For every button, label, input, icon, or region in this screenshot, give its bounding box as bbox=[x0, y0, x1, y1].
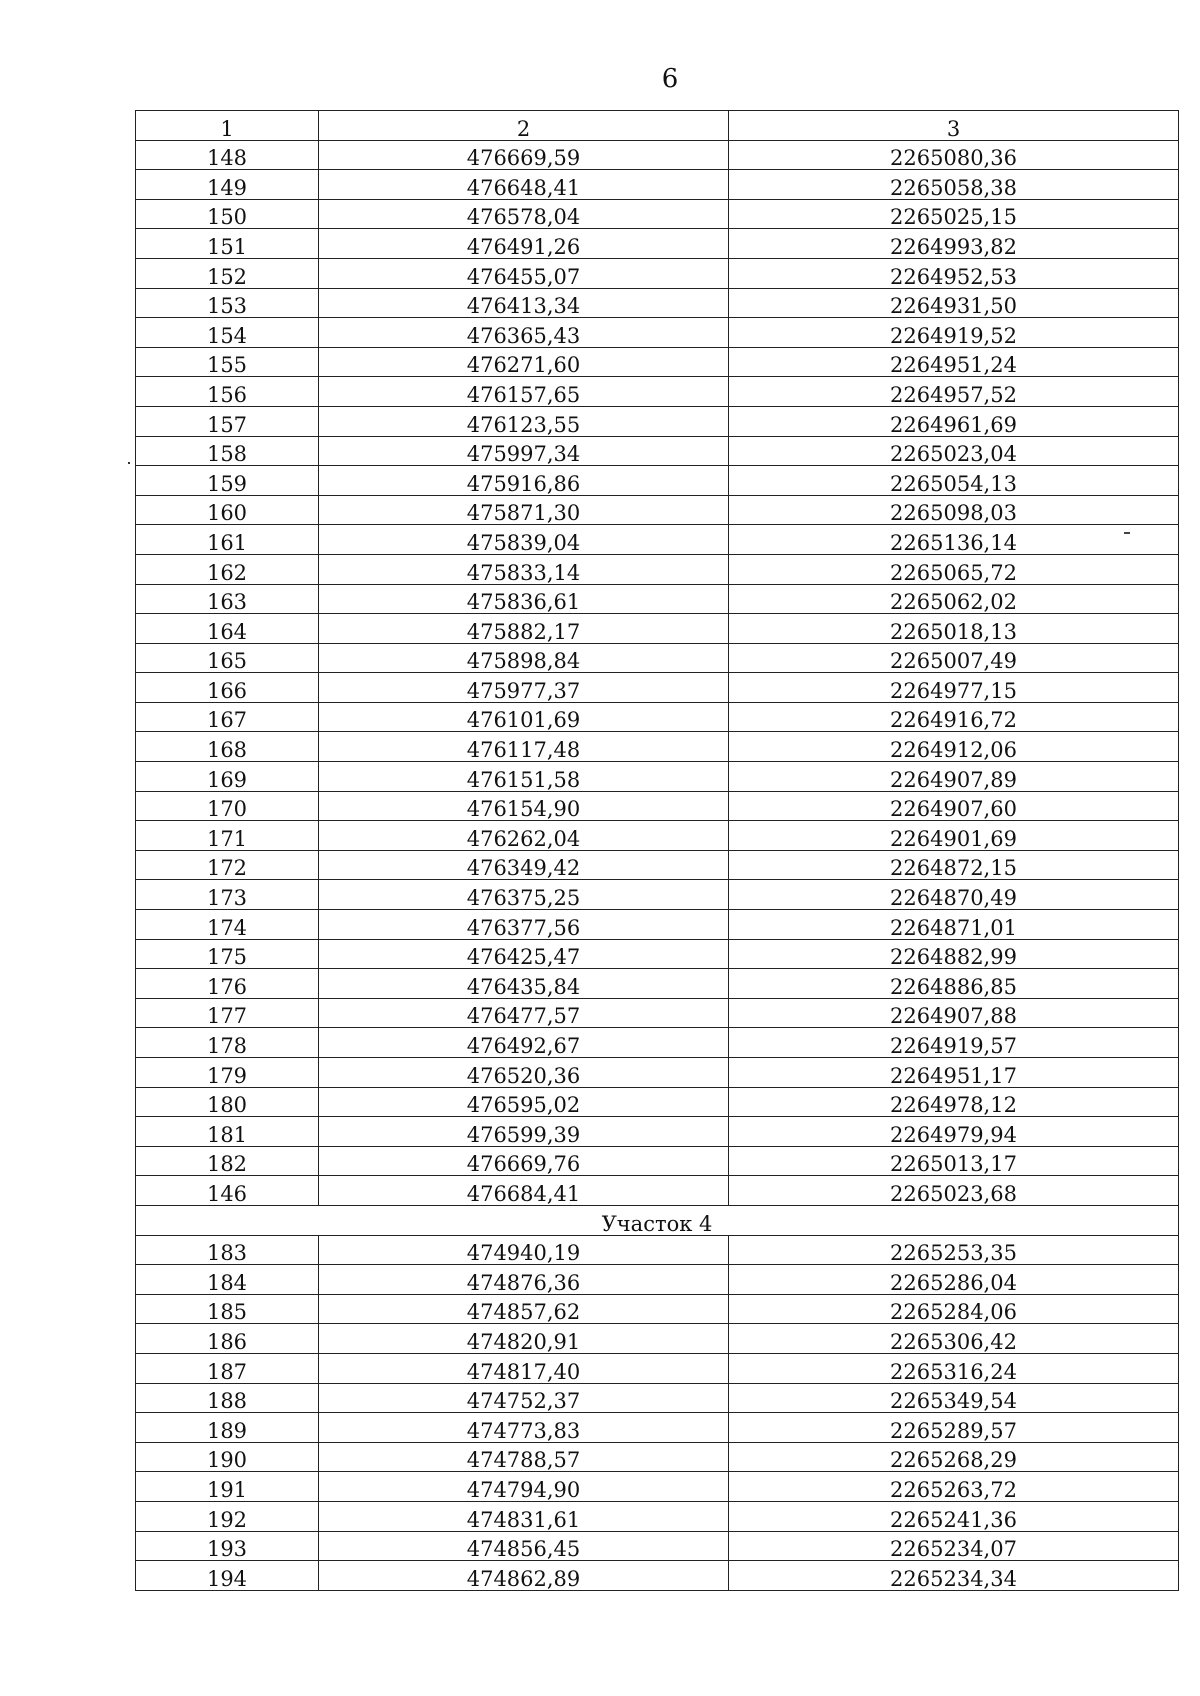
table-row bbox=[136, 1442, 1179, 1472]
x-coordinate-cell: 476477,57 bbox=[319, 998, 729, 1028]
table-row bbox=[136, 880, 1179, 910]
point-number-cell: 158 bbox=[136, 436, 319, 466]
x-coordinate-cell: 474862,89 bbox=[319, 1561, 729, 1591]
x-coordinate-cell: 475977,37 bbox=[319, 673, 729, 703]
x-coordinate-cell: 474820,91 bbox=[319, 1324, 729, 1354]
header-row bbox=[136, 111, 1179, 141]
x-coordinate-cell: 474752,37 bbox=[319, 1383, 729, 1413]
x-coordinate-cell: 474857,62 bbox=[319, 1294, 729, 1324]
table-row bbox=[136, 1058, 1179, 1088]
point-number-cell: 176 bbox=[136, 969, 319, 999]
table-row bbox=[136, 1383, 1179, 1413]
x-coordinate-cell: 475997,34 bbox=[319, 436, 729, 466]
y-coordinate-cell: 2264901,69 bbox=[729, 821, 1179, 851]
section-label: Участок 4 bbox=[136, 1205, 1179, 1235]
x-coordinate-cell: 474831,61 bbox=[319, 1501, 729, 1531]
y-coordinate-cell: 2264951,17 bbox=[729, 1058, 1179, 1088]
header-cell-y: 3 bbox=[729, 111, 1179, 141]
y-coordinate-cell: 2264916,72 bbox=[729, 702, 1179, 732]
point-number-cell: 168 bbox=[136, 732, 319, 762]
x-coordinate-cell: 475916,86 bbox=[319, 466, 729, 496]
x-coordinate-cell: 476101,69 bbox=[319, 702, 729, 732]
point-number-cell: 152 bbox=[136, 258, 319, 288]
x-coordinate-cell: 476425,47 bbox=[319, 939, 729, 969]
point-number-cell: 157 bbox=[136, 406, 319, 436]
point-number-cell: 154 bbox=[136, 318, 319, 348]
table-row bbox=[136, 140, 1179, 170]
point-number-cell: 160 bbox=[136, 495, 319, 525]
coordinates-table-body bbox=[136, 111, 1179, 1591]
y-coordinate-cell: 2265136,14 bbox=[729, 525, 1179, 555]
header-cell-point: 1 bbox=[136, 111, 319, 141]
table-row bbox=[136, 939, 1179, 969]
x-coordinate-cell: 475833,14 bbox=[319, 554, 729, 584]
y-coordinate-cell: 2265058,38 bbox=[729, 170, 1179, 200]
point-number-cell: 178 bbox=[136, 1028, 319, 1058]
table-row bbox=[136, 1176, 1179, 1206]
x-coordinate-cell: 474773,83 bbox=[319, 1413, 729, 1443]
table-row bbox=[136, 554, 1179, 584]
point-number-cell: 192 bbox=[136, 1501, 319, 1531]
table-row bbox=[136, 347, 1179, 377]
table-row bbox=[136, 229, 1179, 259]
x-coordinate-cell: 476455,07 bbox=[319, 258, 729, 288]
y-coordinate-cell: 2265023,04 bbox=[729, 436, 1179, 466]
table-row bbox=[136, 643, 1179, 673]
table-row bbox=[136, 288, 1179, 318]
y-coordinate-cell: 2265065,72 bbox=[729, 554, 1179, 584]
table-row bbox=[136, 466, 1179, 496]
point-number-cell: 151 bbox=[136, 229, 319, 259]
point-number-cell: 156 bbox=[136, 377, 319, 407]
table-row bbox=[136, 1028, 1179, 1058]
point-number-cell: 167 bbox=[136, 702, 319, 732]
x-coordinate-cell: 476492,67 bbox=[319, 1028, 729, 1058]
y-coordinate-cell: 2264907,60 bbox=[729, 791, 1179, 821]
y-coordinate-cell: 2265284,06 bbox=[729, 1294, 1179, 1324]
x-coordinate-cell: 476151,58 bbox=[319, 762, 729, 792]
table-row bbox=[136, 910, 1179, 940]
x-coordinate-cell: 476520,36 bbox=[319, 1058, 729, 1088]
table-row bbox=[136, 614, 1179, 644]
x-coordinate-cell: 476435,84 bbox=[319, 969, 729, 999]
x-coordinate-cell: 474794,90 bbox=[319, 1472, 729, 1502]
y-coordinate-cell: 2265098,03 bbox=[729, 495, 1179, 525]
y-coordinate-cell: 2264979,94 bbox=[729, 1117, 1179, 1147]
x-coordinate-cell: 476271,60 bbox=[319, 347, 729, 377]
table-row bbox=[136, 1501, 1179, 1531]
x-coordinate-cell: 476595,02 bbox=[319, 1087, 729, 1117]
y-coordinate-cell: 2264952,53 bbox=[729, 258, 1179, 288]
point-number-cell: 161 bbox=[136, 525, 319, 555]
y-coordinate-cell: 2264919,57 bbox=[729, 1028, 1179, 1058]
table-row bbox=[136, 318, 1179, 348]
x-coordinate-cell: 475882,17 bbox=[319, 614, 729, 644]
x-coordinate-cell: 476375,25 bbox=[319, 880, 729, 910]
point-number-cell: 166 bbox=[136, 673, 319, 703]
y-coordinate-cell: 2264872,15 bbox=[729, 850, 1179, 880]
y-coordinate-cell: 2265062,02 bbox=[729, 584, 1179, 614]
x-coordinate-cell: 476413,34 bbox=[319, 288, 729, 318]
table-row bbox=[136, 762, 1179, 792]
point-number-cell: 188 bbox=[136, 1383, 319, 1413]
x-coordinate-cell: 476377,56 bbox=[319, 910, 729, 940]
y-coordinate-cell: 2264912,06 bbox=[729, 732, 1179, 762]
point-number-cell: 186 bbox=[136, 1324, 319, 1354]
table-row bbox=[136, 584, 1179, 614]
y-coordinate-cell: 2265013,17 bbox=[729, 1146, 1179, 1176]
table-row bbox=[136, 998, 1179, 1028]
y-coordinate-cell: 2265316,24 bbox=[729, 1353, 1179, 1383]
scan-artifact-mark bbox=[128, 462, 130, 464]
coordinates-table bbox=[135, 110, 1179, 1591]
table-row bbox=[136, 1324, 1179, 1354]
header-cell-x: 2 bbox=[319, 111, 729, 141]
point-number-cell: 169 bbox=[136, 762, 319, 792]
y-coordinate-cell: 2265018,13 bbox=[729, 614, 1179, 644]
x-coordinate-cell: 474940,19 bbox=[319, 1235, 729, 1265]
y-coordinate-cell: 2265054,13 bbox=[729, 466, 1179, 496]
y-coordinate-cell: 2265025,15 bbox=[729, 199, 1179, 229]
y-coordinate-cell: 2264951,24 bbox=[729, 347, 1179, 377]
table-row bbox=[136, 850, 1179, 880]
x-coordinate-cell: 474856,45 bbox=[319, 1531, 729, 1561]
point-number-cell: 194 bbox=[136, 1561, 319, 1591]
table-row bbox=[136, 1087, 1179, 1117]
x-coordinate-cell: 476154,90 bbox=[319, 791, 729, 821]
table-row bbox=[136, 1294, 1179, 1324]
table-row bbox=[136, 791, 1179, 821]
x-coordinate-cell: 476123,55 bbox=[319, 406, 729, 436]
table-row bbox=[136, 495, 1179, 525]
point-number-cell: 185 bbox=[136, 1294, 319, 1324]
page-number: 6 bbox=[661, 64, 679, 94]
y-coordinate-cell: 2264886,85 bbox=[729, 969, 1179, 999]
table-row bbox=[136, 1413, 1179, 1443]
table-row bbox=[136, 199, 1179, 229]
table-row bbox=[136, 525, 1179, 555]
point-number-cell: 165 bbox=[136, 643, 319, 673]
y-coordinate-cell: 2265007,49 bbox=[729, 643, 1179, 673]
x-coordinate-cell: 476669,76 bbox=[319, 1146, 729, 1176]
y-coordinate-cell: 2264978,12 bbox=[729, 1087, 1179, 1117]
point-number-cell: 155 bbox=[136, 347, 319, 377]
y-coordinate-cell: 2264993,82 bbox=[729, 229, 1179, 259]
section-row bbox=[136, 1205, 1179, 1235]
x-coordinate-cell: 476117,48 bbox=[319, 732, 729, 762]
point-number-cell: 172 bbox=[136, 850, 319, 880]
y-coordinate-cell: 2264907,88 bbox=[729, 998, 1179, 1028]
y-coordinate-cell: 2265268,29 bbox=[729, 1442, 1179, 1472]
point-number-cell: 159 bbox=[136, 466, 319, 496]
point-number-cell: 150 bbox=[136, 199, 319, 229]
x-coordinate-cell: 476365,43 bbox=[319, 318, 729, 348]
x-coordinate-cell: 476262,04 bbox=[319, 821, 729, 851]
y-coordinate-cell: 2265241,36 bbox=[729, 1501, 1179, 1531]
y-coordinate-cell: 2264931,50 bbox=[729, 288, 1179, 318]
point-number-cell: 179 bbox=[136, 1058, 319, 1088]
y-coordinate-cell: 2265023,68 bbox=[729, 1176, 1179, 1206]
y-coordinate-cell: 2265234,07 bbox=[729, 1531, 1179, 1561]
table-row bbox=[136, 732, 1179, 762]
x-coordinate-cell: 476349,42 bbox=[319, 850, 729, 880]
point-number-cell: 149 bbox=[136, 170, 319, 200]
table-row bbox=[136, 436, 1179, 466]
x-coordinate-cell: 476669,59 bbox=[319, 140, 729, 170]
x-coordinate-cell: 474788,57 bbox=[319, 1442, 729, 1472]
x-coordinate-cell: 476491,26 bbox=[319, 229, 729, 259]
table-row bbox=[136, 821, 1179, 851]
table-row bbox=[136, 1146, 1179, 1176]
table-row bbox=[136, 1265, 1179, 1295]
y-coordinate-cell: 2265349,54 bbox=[729, 1383, 1179, 1413]
table-row bbox=[136, 1531, 1179, 1561]
point-number-cell: 177 bbox=[136, 998, 319, 1028]
table-row bbox=[136, 1561, 1179, 1591]
y-coordinate-cell: 2264977,15 bbox=[729, 673, 1179, 703]
table-row bbox=[136, 258, 1179, 288]
x-coordinate-cell: 474817,40 bbox=[319, 1353, 729, 1383]
point-number-cell: 189 bbox=[136, 1413, 319, 1443]
table-row bbox=[136, 969, 1179, 999]
x-coordinate-cell: 476684,41 bbox=[319, 1176, 729, 1206]
x-coordinate-cell: 476648,41 bbox=[319, 170, 729, 200]
x-coordinate-cell: 475839,04 bbox=[319, 525, 729, 555]
table-row bbox=[136, 1472, 1179, 1502]
point-number-cell: 171 bbox=[136, 821, 319, 851]
table-row bbox=[136, 170, 1179, 200]
table-row bbox=[136, 1235, 1179, 1265]
y-coordinate-cell: 2264871,01 bbox=[729, 910, 1179, 940]
x-coordinate-cell: 475836,61 bbox=[319, 584, 729, 614]
y-coordinate-cell: 2265263,72 bbox=[729, 1472, 1179, 1502]
point-number-cell: 191 bbox=[136, 1472, 319, 1502]
table-row bbox=[136, 702, 1179, 732]
point-number-cell: 146 bbox=[136, 1176, 319, 1206]
y-coordinate-cell: 2264882,99 bbox=[729, 939, 1179, 969]
table-row bbox=[136, 1117, 1179, 1147]
table-row bbox=[136, 377, 1179, 407]
point-number-cell: 164 bbox=[136, 614, 319, 644]
x-coordinate-cell: 476157,65 bbox=[319, 377, 729, 407]
point-number-cell: 162 bbox=[136, 554, 319, 584]
point-number-cell: 170 bbox=[136, 791, 319, 821]
y-coordinate-cell: 2265234,34 bbox=[729, 1561, 1179, 1591]
point-number-cell: 180 bbox=[136, 1087, 319, 1117]
y-coordinate-cell: 2265253,35 bbox=[729, 1235, 1179, 1265]
y-coordinate-cell: 2265080,36 bbox=[729, 140, 1179, 170]
table-row bbox=[136, 406, 1179, 436]
y-coordinate-cell: 2265306,42 bbox=[729, 1324, 1179, 1354]
y-coordinate-cell: 2264957,52 bbox=[729, 377, 1179, 407]
y-coordinate-cell: 2264907,89 bbox=[729, 762, 1179, 792]
point-number-cell: 190 bbox=[136, 1442, 319, 1472]
table-row bbox=[136, 673, 1179, 703]
point-number-cell: 193 bbox=[136, 1531, 319, 1561]
x-coordinate-cell: 476578,04 bbox=[319, 199, 729, 229]
point-number-cell: 163 bbox=[136, 584, 319, 614]
y-coordinate-cell: 2264961,69 bbox=[729, 406, 1179, 436]
point-number-cell: 187 bbox=[136, 1353, 319, 1383]
table-row bbox=[136, 1353, 1179, 1383]
y-coordinate-cell: 2265289,57 bbox=[729, 1413, 1179, 1443]
point-number-cell: 153 bbox=[136, 288, 319, 318]
x-coordinate-cell: 475898,84 bbox=[319, 643, 729, 673]
point-number-cell: 183 bbox=[136, 1235, 319, 1265]
y-coordinate-cell: 2265286,04 bbox=[729, 1265, 1179, 1295]
point-number-cell: 175 bbox=[136, 939, 319, 969]
point-number-cell: 148 bbox=[136, 140, 319, 170]
x-coordinate-cell: 475871,30 bbox=[319, 495, 729, 525]
point-number-cell: 184 bbox=[136, 1265, 319, 1295]
point-number-cell: 173 bbox=[136, 880, 319, 910]
x-coordinate-cell: 474876,36 bbox=[319, 1265, 729, 1295]
point-number-cell: 182 bbox=[136, 1146, 319, 1176]
y-coordinate-cell: 2264919,52 bbox=[729, 318, 1179, 348]
point-number-cell: 181 bbox=[136, 1117, 319, 1147]
y-coordinate-cell: 2264870,49 bbox=[729, 880, 1179, 910]
point-number-cell: 174 bbox=[136, 910, 319, 940]
x-coordinate-cell: 476599,39 bbox=[319, 1117, 729, 1147]
